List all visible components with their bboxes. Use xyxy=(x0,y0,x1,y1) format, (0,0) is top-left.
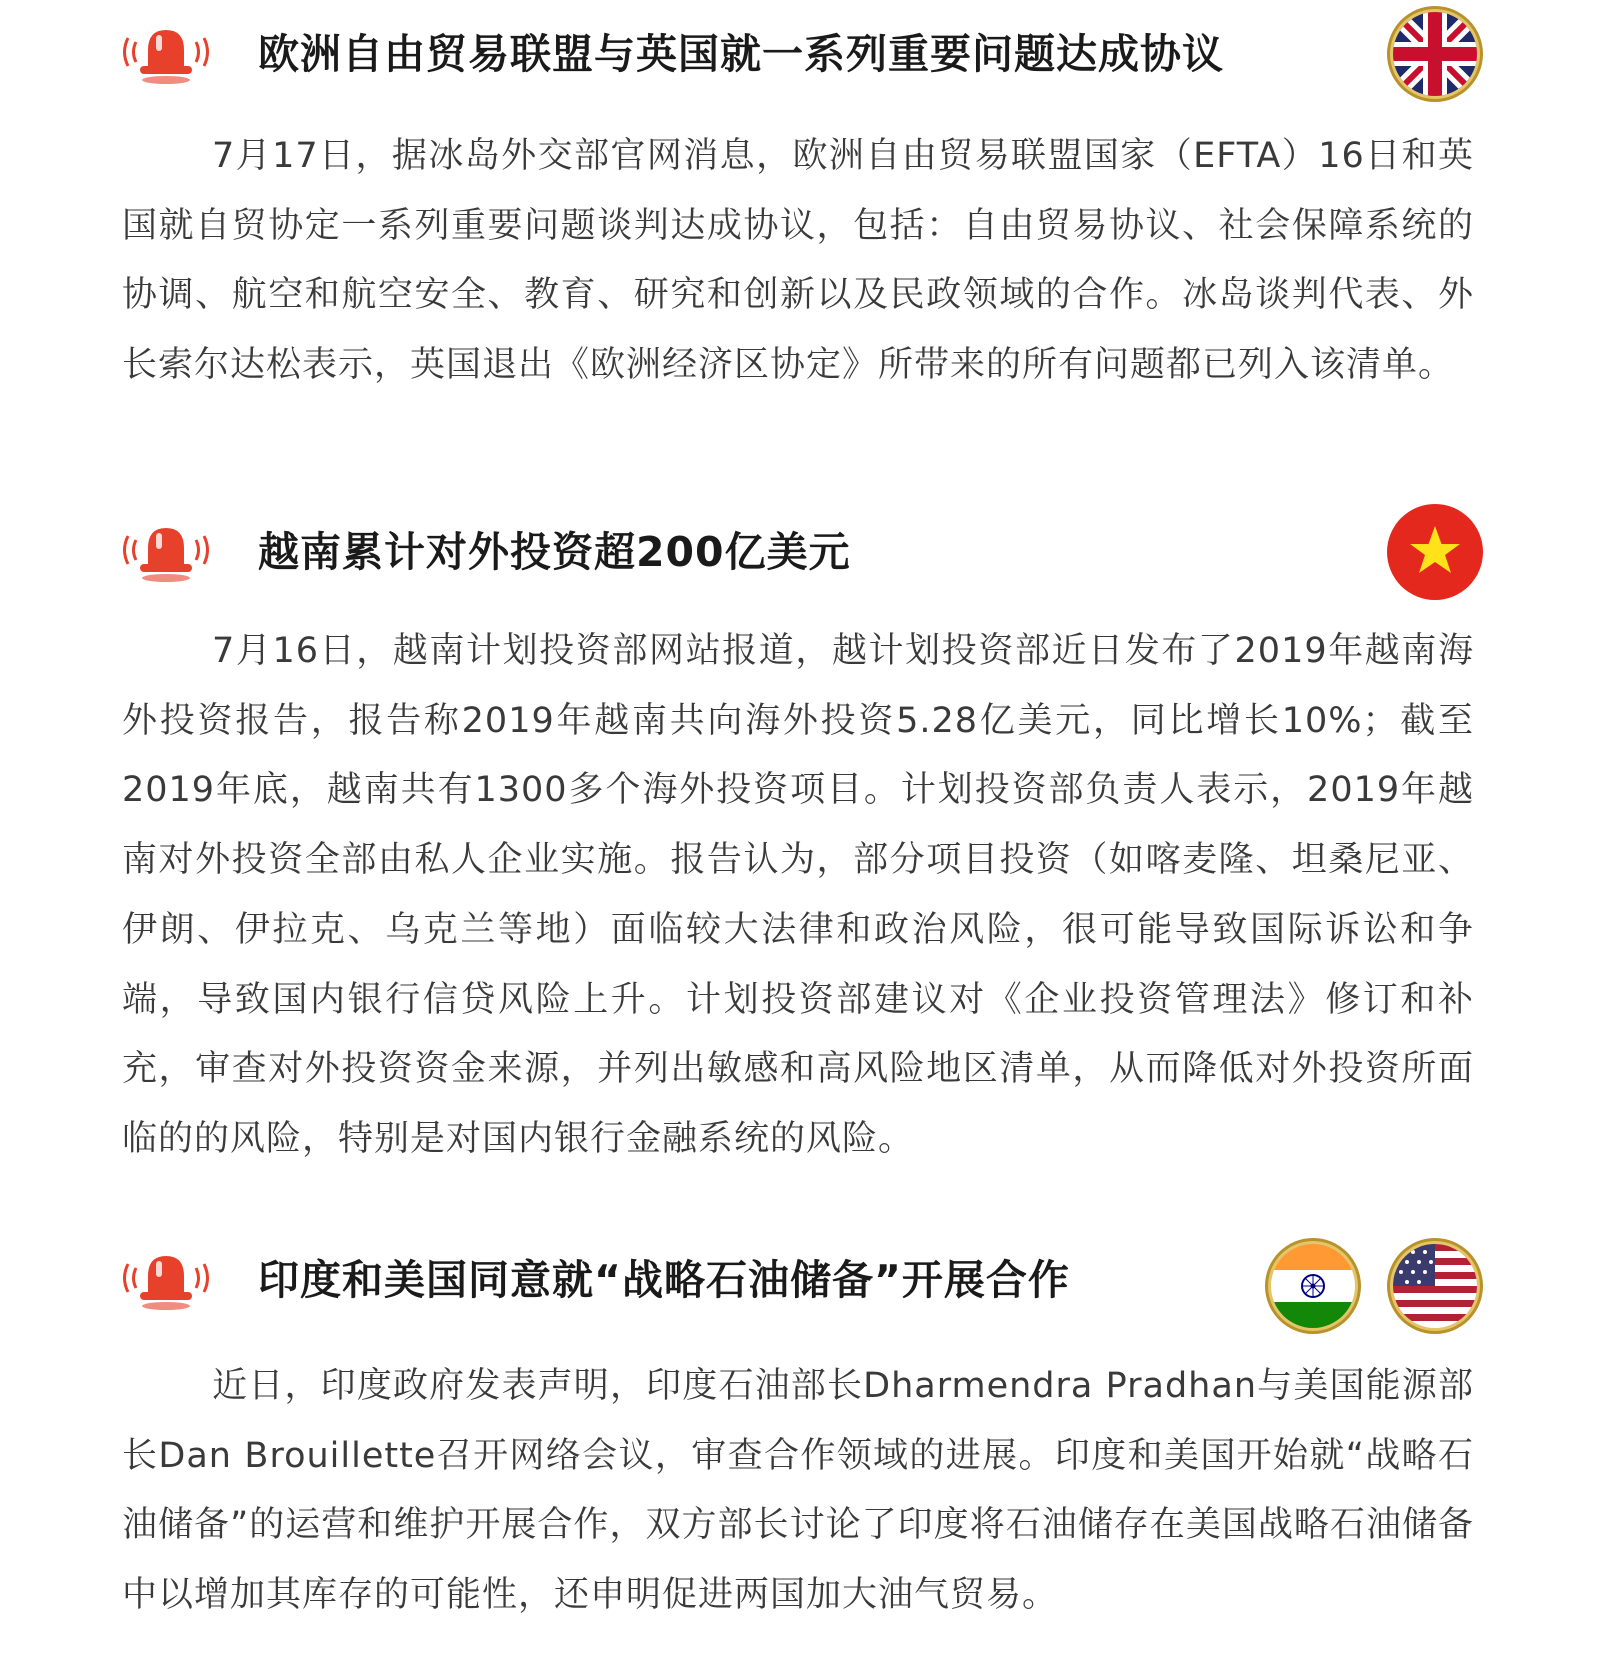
article-1-header xyxy=(0,0,1616,110)
article-2-body xyxy=(122,617,1474,1175)
alarm-bell-icon xyxy=(118,520,214,584)
uk-flag-icon xyxy=(1385,4,1485,104)
india-flag-icon xyxy=(1263,1236,1363,1336)
article-1-title: 欧洲自由贸易联盟与英国就一系列重要问题达成协议 xyxy=(258,30,1224,78)
article-3 xyxy=(0,1228,1616,1674)
article-2-text: 7月16日，越南计划投资部网站报道，越计划投资部近日发布了2019年越南海外投资报告，报告称2019年越南共向海外投资5.28亿美元，同比增长10%；截至2019年底，越南共有1300多个海外投资项目。计划投资部负责人表示，2019年越南对外投资全部由私人企业实施。报告认为，部分项目投资（如喀麦隆、坦桑尼亚、伊朗、伊拉克、乌克兰等地）面临较大法律和政治风险，很可能导致国际诉讼和争端，导致国内银行信贷风险上升。计划投资部建议对《企业投资管理法》修订和补充，审查对外投资资金来源，并列出敏感和高风险地区清单，从而降低对外投资所面临的的风险，特别是对国内银行金融系统的风险。 xyxy=(122,631,1474,1159)
article-3-body xyxy=(122,1352,1474,1631)
article-1-body xyxy=(122,122,1474,401)
vietnam-flag-icon xyxy=(1385,502,1485,602)
article-3-title: 印度和美国同意就“战略石油储备”开展合作 xyxy=(258,1256,1070,1304)
article-1 xyxy=(0,0,1616,470)
usa-flag-icon xyxy=(1385,1236,1485,1336)
article-3-text: 近日，印度政府发表声明，印度石油部长Dharmendra Pradhan与美国能源部长Dan Brouillette召开网络会议，审查合作领域的进展。印度和美国开始就“战略石油储备”的运营和维护开展合作，双方部长讨论了印度将石油储存在美国战略石油储备中以增加其库存的可能性，还申明促进两国加大油气贸易。 xyxy=(122,1366,1474,1616)
article-2-header xyxy=(0,500,1616,610)
article-3-header xyxy=(0,1228,1616,1338)
article-2 xyxy=(0,500,1616,1200)
alarm-bell-icon xyxy=(118,1248,214,1312)
alarm-bell-icon xyxy=(118,22,214,86)
article-2-title: 越南累计对外投资超200亿美元 xyxy=(258,528,851,576)
article-1-text: 7月17日，据冰岛外交部官网消息，欧洲自由贸易联盟国家（EFTA）16日和英国就自贸协定一系列重要问题谈判达成协议，包括：自由贸易协议、社会保障系统的协调、航空和航空安全、教育、研究和创新以及民政领域的合作。冰岛谈判代表、外长索尔达松表示，英国退出《欧洲经济区协定》所带来的所有问题都已列入该清单。 xyxy=(122,136,1474,386)
